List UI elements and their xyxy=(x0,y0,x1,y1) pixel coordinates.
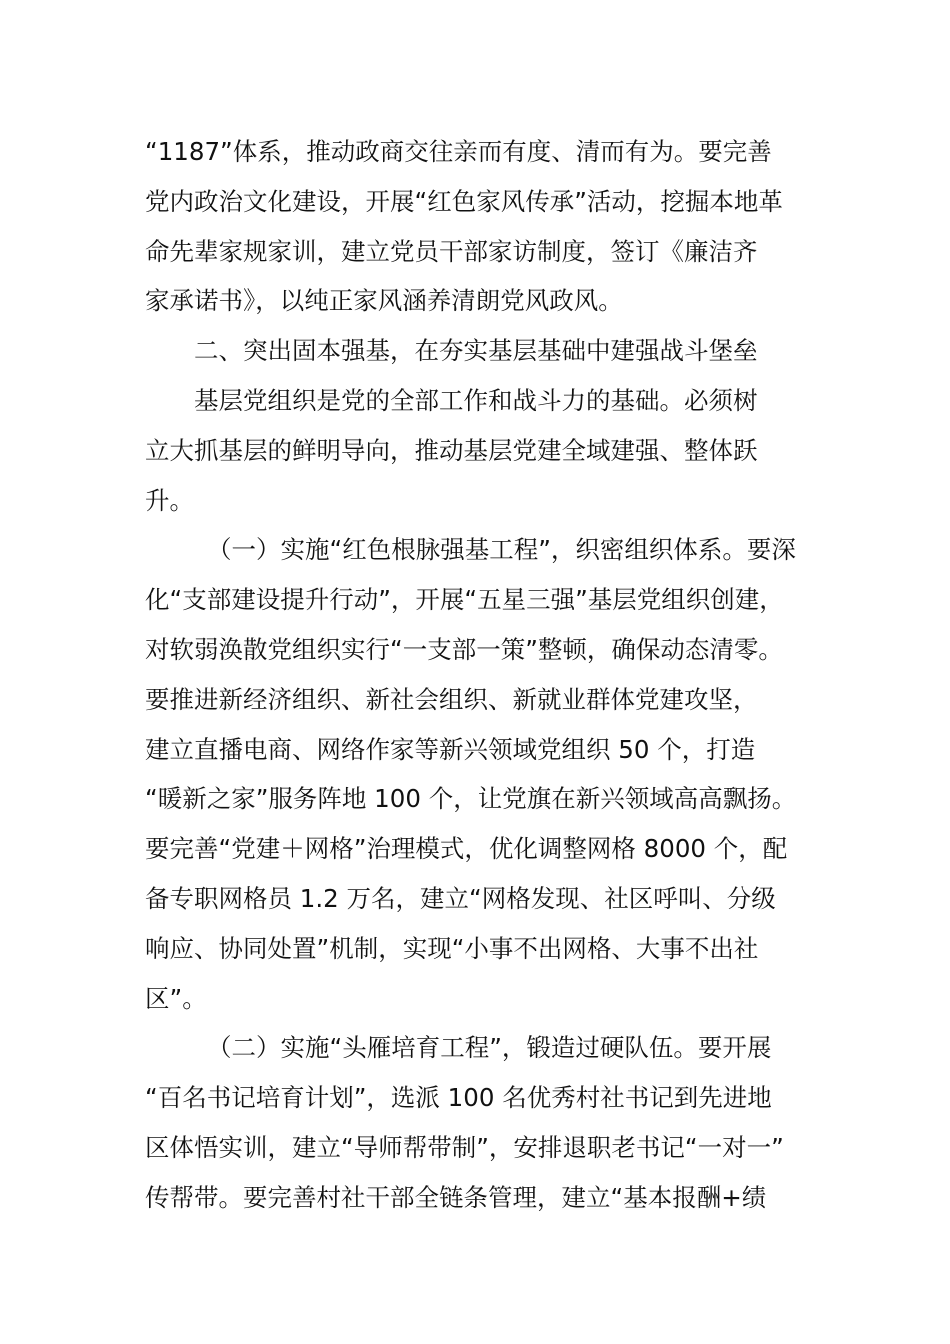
text-line: 升。 xyxy=(145,485,194,515)
section-heading: 二、突出固本强基，在夯实基层基础中建强战斗堡垒 xyxy=(194,336,758,366)
text-line: 对软弱涣散党组织实行“一支部一策”整顿，确保动态清零。 xyxy=(145,634,783,664)
text-line: 命先辈家规家训，建立党员干部家访制度，签订《廉洁齐 xyxy=(145,236,758,266)
text-line: “百名书记培育计划”，选派 100 名优秀村社书记到先进地 xyxy=(145,1083,772,1113)
text-line: 传帮带。要完善村社干部全链条管理，建立“基本报酬+绩 xyxy=(145,1182,767,1212)
subsection-heading: （一）实施“红色根脉强基工程”，织密组织体系。要深 xyxy=(207,535,796,565)
text-line: 区”。 xyxy=(145,983,207,1013)
text-line: 党内政治文化建设，开展“红色家风传承”活动，挖掘本地革 xyxy=(145,186,783,216)
text-line: 立大抓基层的鲜明导向，推动基层党建全域建强、整体跃 xyxy=(145,435,758,465)
subsection-heading: （二）实施“头雁培育工程”，锻造过硬队伍。要开展 xyxy=(207,1033,772,1063)
text-line: 建立直播电商、网络作家等新兴领域党组织 50 个，打造 xyxy=(145,734,756,764)
text-line: 基层党组织是党的全部工作和战斗力的基础。必须树 xyxy=(194,385,758,415)
text-line: “暖新之家”服务阵地 100 个，让党旗在新兴领域高高飘扬。 xyxy=(145,784,797,814)
text-line: 备专职网格员 1.2 万名，建立“网格发现、社区呼叫、分级 xyxy=(145,883,776,913)
text-line: 化“支部建设提升行动”，开展“五星三强”基层党组织创建， xyxy=(145,585,784,615)
document-body xyxy=(145,127,815,1223)
text-line: 要完善“党建＋网格”治理模式，优化调整网格 8000 个，配 xyxy=(145,834,788,864)
text-line: 区体悟实训，建立“导师帮带制”，安排退职老书记“一对一” xyxy=(145,1132,784,1162)
text-line: 家承诺书》，以纯正家风涵养清朗党风政风。 xyxy=(145,286,623,316)
text-line: 要推进新经济组织、新社会组织、新就业群体党建攻坚， xyxy=(145,684,758,714)
text-line: 响应、协同处置”机制，实现“小事不出网格、大事不出社 xyxy=(145,933,759,963)
text-line: “1187”体系，推动政商交往亲而有度、清而有为。要完善 xyxy=(145,137,772,166)
